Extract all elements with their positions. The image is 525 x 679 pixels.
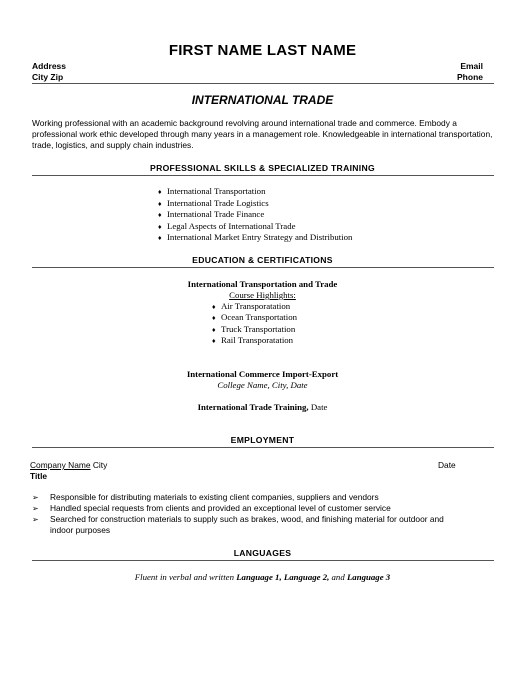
company-name: Company Name: [30, 460, 91, 470]
list-item-continuation: indoor purposes: [50, 525, 111, 535]
job-title: Title: [30, 471, 48, 481]
training-line: [0, 402, 525, 412]
arrow-bullet-icon: ➢: [32, 515, 39, 524]
list-item: ♦ Legal Aspects of International Trade: [158, 221, 296, 231]
arrow-bullet-icon: ➢: [32, 493, 39, 502]
list-item: ➢ Handled special requests from clients and provided an exceptional level of customer service: [32, 503, 391, 513]
phone: Phone: [457, 72, 483, 82]
skills-heading: PROFESSIONAL SKILLS & SPECIALIZED TRAINING: [150, 163, 375, 173]
education-divider: [32, 267, 494, 268]
list-item: ♦ Air Transporatation: [212, 301, 291, 311]
arrow-bullet-icon: ➢: [32, 504, 39, 513]
diamond-bullet-icon: ♦: [212, 326, 216, 334]
language-2: Language 2,: [283, 572, 330, 582]
list-item: ♦ International Trade Logistics: [158, 198, 269, 208]
address: Address: [32, 61, 67, 71]
languages-conjunction: and: [331, 572, 345, 582]
list-item: ♦ Ocean Transportation: [212, 312, 297, 322]
program-name: International Trade Training,: [197, 402, 309, 412]
diamond-bullet-icon: ♦: [158, 234, 162, 242]
diamond-bullet-icon: ♦: [158, 223, 162, 231]
skills-divider: [32, 175, 494, 176]
course-highlights-label: Course Highlights:: [229, 290, 296, 300]
school-name: College Name,: [217, 380, 270, 390]
school-location: City, Date: [271, 380, 308, 390]
diamond-bullet-icon: ♦: [158, 211, 162, 219]
education-heading: EDUCATION & CERTIFICATIONS: [192, 255, 333, 265]
training-date: Date: [310, 402, 328, 412]
header-divider: [32, 83, 494, 84]
list-item: ♦ International Trade Finance: [158, 209, 265, 219]
company-city: City: [92, 460, 108, 470]
program-name: International Commerce Import-Export: [186, 369, 339, 379]
program-name: International Transportation and Trade: [187, 279, 338, 289]
languages-prefix: Fluent in verbal and written: [134, 572, 234, 582]
city-zip: City Zip: [32, 72, 64, 82]
list-item: ♦ Rail Transporatation: [212, 335, 294, 345]
list-item: ♦ International Transportation: [158, 186, 266, 196]
employment-date: Date: [438, 460, 456, 470]
email: Email: [460, 61, 483, 71]
diamond-bullet-icon: ♦: [212, 314, 216, 322]
company-line: [30, 460, 107, 470]
list-item: ♦ Truck Transportation: [212, 324, 296, 334]
summary-paragraph: Working professional with an academic background revolving around international trade and commerce. Embody a professional work ethic developed through many years in a management role. Knowledgeable in international transportation, trade, logistics, and supply chain industries.: [32, 118, 493, 151]
language-3: Language 3: [346, 572, 391, 582]
diamond-bullet-icon: ♦: [158, 188, 162, 196]
school-line: [0, 380, 525, 390]
language-1: Language 1,: [236, 572, 282, 582]
employment-heading: EMPLOYMENT: [230, 435, 295, 445]
resume-title: INTERNATIONAL TRADE: [191, 93, 334, 107]
languages-divider: [32, 560, 494, 561]
diamond-bullet-icon: ♦: [158, 200, 162, 208]
candidate-name: FIRST NAME LAST NAME: [168, 42, 357, 59]
diamond-bullet-icon: ♦: [212, 303, 216, 311]
employment-divider: [32, 447, 494, 448]
list-item: ➢ Searched for construction materials to supply such as brakes, wood, and finishing material for outdoor and: [32, 514, 444, 524]
languages-heading: LANGUAGES: [233, 548, 292, 558]
list-item: ♦ International Market Entry Strategy and Distribution: [158, 232, 353, 242]
list-item: ➢ Responsible for distributing materials to existing client companies, suppliers and vendors: [32, 492, 379, 502]
diamond-bullet-icon: ♦: [212, 337, 216, 345]
languages-line: [0, 572, 525, 582]
